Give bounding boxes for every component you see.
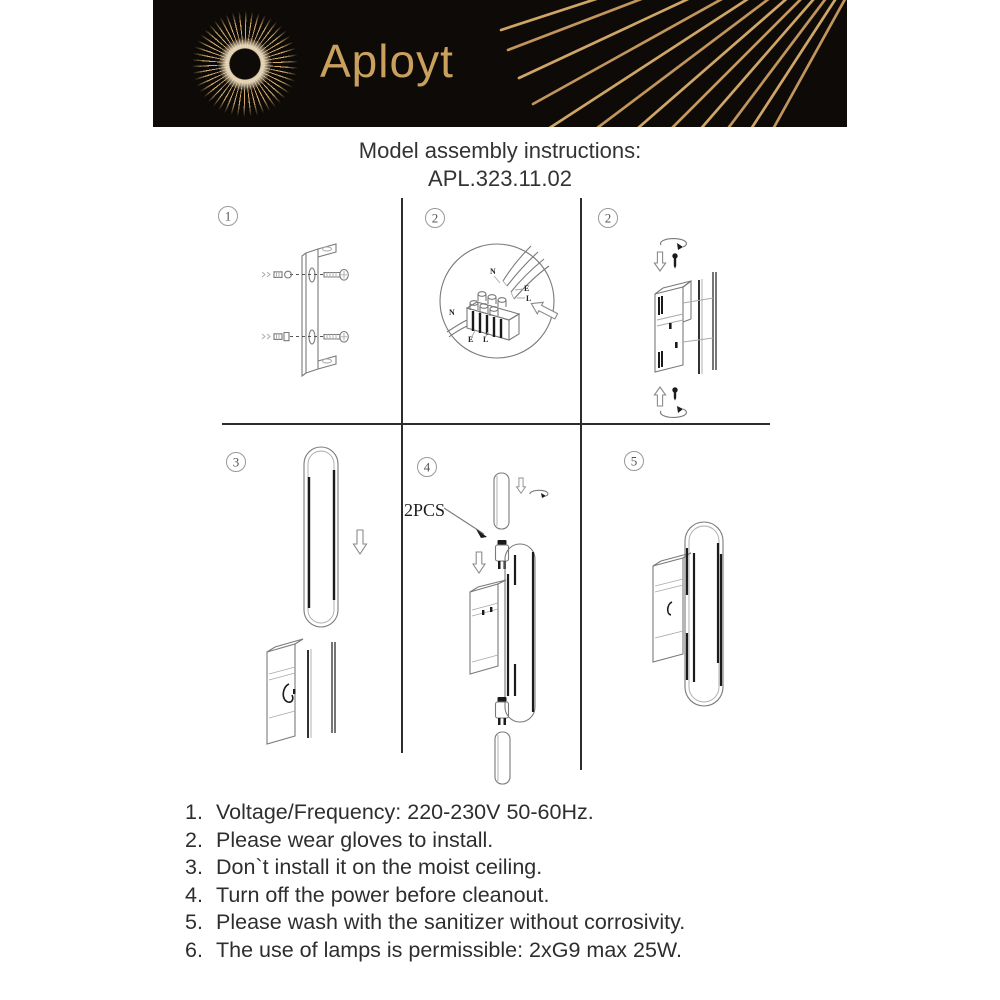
- step-number: 2: [431, 210, 439, 226]
- brand-banner: [153, 0, 847, 127]
- list-item: [185, 882, 825, 910]
- rotate-arrow-icon: [660, 406, 686, 417]
- item-text: Please wear gloves to install.: [216, 827, 494, 852]
- item-number: 6.: [185, 937, 203, 962]
- step-2-diagram-body-fixing: [587, 202, 800, 424]
- detail-circle: [440, 244, 554, 358]
- mounting-bracket: [302, 244, 336, 376]
- rotate-arrow-icon: [530, 490, 548, 498]
- step-number: 2: [604, 210, 612, 226]
- insert-direction-arrow-icon: [528, 298, 559, 322]
- list-item: [185, 799, 825, 827]
- wire-label-n: N: [490, 267, 496, 276]
- item-text: Don`t install it on the moist ceiling.: [216, 855, 543, 880]
- step-number: 3: [232, 454, 240, 470]
- oval-ring-frame: [304, 447, 338, 627]
- item-text: Please wash with the sanitizer without corrosivity.: [216, 910, 686, 935]
- down-arrow-icon: [473, 552, 485, 573]
- wire-label-e: E: [524, 284, 530, 293]
- step-2-diagram-wiring: [407, 202, 580, 424]
- item-text: The use of lamps is permissible: 2xG9 max 25W.: [216, 937, 683, 962]
- wall-anchor-icon: [262, 271, 291, 278]
- g9-bulb-icon: [496, 697, 509, 725]
- item-number: 4.: [185, 882, 203, 907]
- mounted-base: [267, 639, 335, 744]
- item-number: 5.: [185, 910, 203, 935]
- step-4-diagram-bulb-install: [402, 434, 580, 789]
- wall-anchor-icon: [262, 333, 289, 341]
- screw-icon: [672, 253, 677, 268]
- model-number: APL.323.11.02: [428, 166, 572, 191]
- brand-name: Aployt: [320, 34, 454, 87]
- annotation-leader-arrow: [444, 508, 487, 538]
- screw-icon: [672, 387, 677, 400]
- step-3-diagram-ring-install: [197, 434, 400, 764]
- end-tube: [495, 732, 510, 784]
- safety-instructions-list: [185, 799, 825, 965]
- up-arrow-icon: [654, 387, 665, 406]
- finished-wall-lamp: [653, 522, 723, 706]
- down-arrow-icon: [354, 530, 367, 554]
- wire-label-n: N: [449, 308, 455, 317]
- item-number: 1.: [185, 800, 203, 824]
- item-text: Turn off the power before cleanout.: [216, 882, 550, 907]
- step-number: 1: [224, 208, 232, 224]
- screw-icon: [290, 332, 348, 343]
- down-arrow-icon: [517, 478, 526, 493]
- list-item: [185, 854, 825, 882]
- list-item: [185, 827, 825, 855]
- quantity-annotation: 2PCS: [404, 500, 446, 520]
- page-title: Model assembly instructions:: [358, 138, 642, 163]
- list-item: [185, 909, 825, 937]
- item-number: 2.: [185, 827, 203, 852]
- rotate-arrow-icon: [660, 239, 686, 250]
- screw-icon: [290, 270, 348, 281]
- wire-label-l: L: [526, 294, 532, 303]
- step-1-diagram-bracket-mounting: [210, 202, 400, 424]
- terminal-block: [447, 292, 519, 340]
- glass-tube-rails: [683, 272, 716, 374]
- g9-bulb-icon: [496, 540, 509, 569]
- wire-label-l: L: [483, 335, 489, 344]
- step-5-diagram-finished-lamp: [602, 434, 800, 764]
- wire-label-e: E: [468, 335, 474, 344]
- item-number: 3.: [185, 855, 203, 880]
- end-tube: [494, 473, 509, 529]
- item-text: Voltage/Frequency: 220-230V 50-60Hz.: [216, 800, 594, 824]
- step-number: 4: [423, 459, 431, 475]
- down-arrow-icon: [654, 252, 665, 271]
- list-item: [185, 937, 825, 965]
- step-number: 5: [630, 453, 638, 469]
- starburst-logo-icon: [189, 8, 301, 120]
- grid-divider-vertical-2: [580, 198, 582, 770]
- lamp-body: [655, 281, 691, 372]
